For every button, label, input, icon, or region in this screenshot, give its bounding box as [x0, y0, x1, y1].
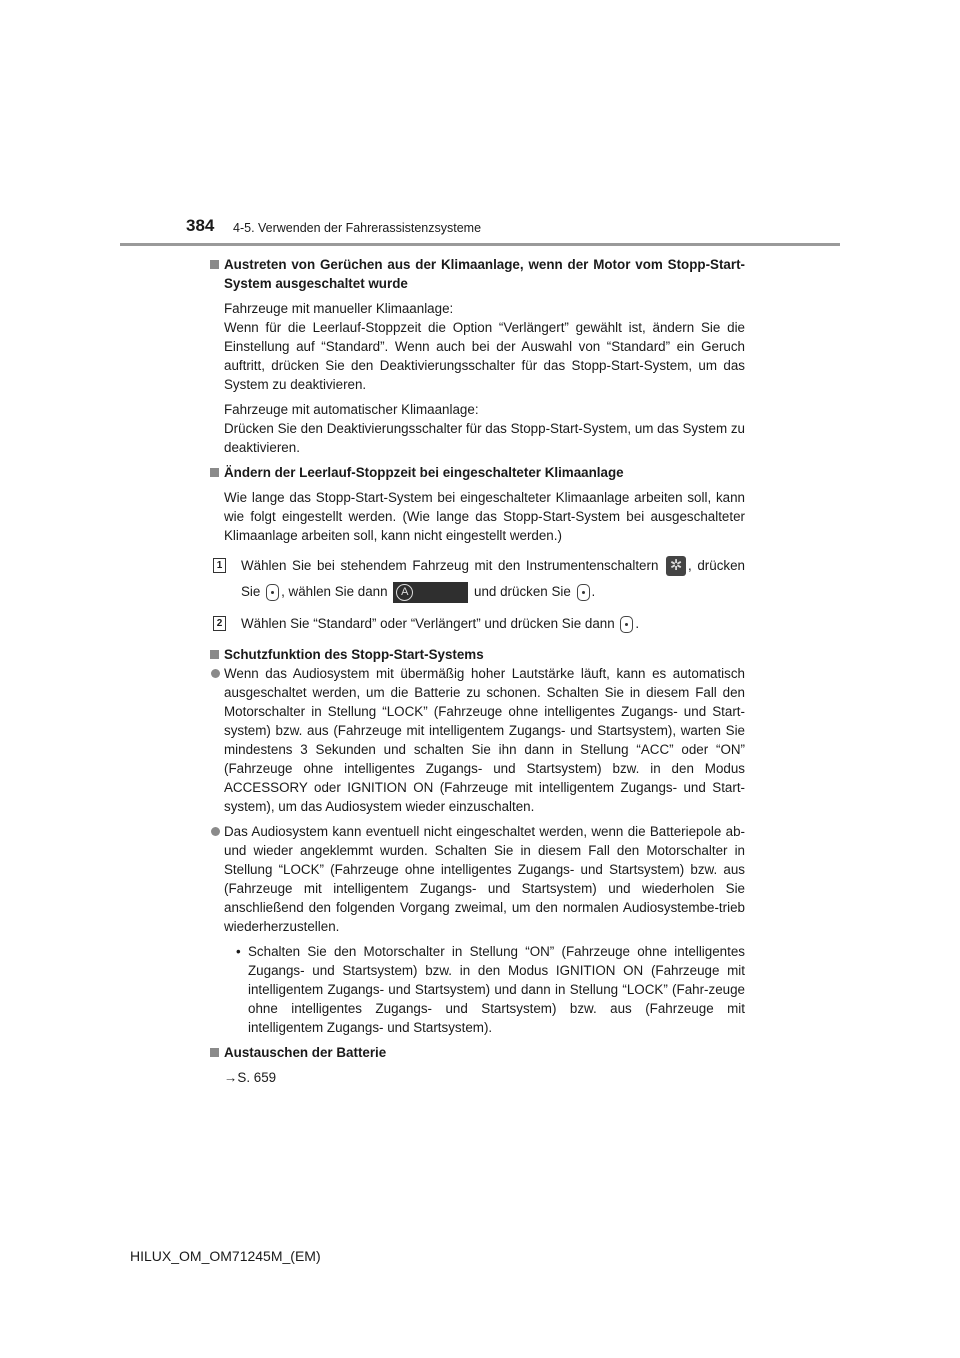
section-heading-battery: Austauschen der Batterie [210, 1043, 745, 1062]
round-bullet-icon [211, 827, 220, 836]
paragraph-stop-time: Wie lange das Stopp-Start-System bei eingeschalteter Klimaanlage arbeiten soll, kann wie folgt eingestellt werden. (Wie lange das Stopp-Start-System bei ausgeschalteter Klimaanlage arbeiten soll, kann nicht eingestellt werden.) [224, 490, 745, 543]
section-heading-protection: Schutzfunktion des Stopp-Start-Systems [210, 645, 745, 664]
step-number: 1 [213, 558, 226, 573]
page-reference-link[interactable]: →S. 659 [224, 1070, 277, 1085]
square-bullet-icon [210, 1048, 219, 1057]
step-1: 1 Wählen Sie bei stehendem Fahrzeug mit den Instrumentenschaltern ✲ , drücken Sie , wählen Sie dann A und drücken Sie . [210, 553, 745, 605]
square-bullet-icon [210, 468, 219, 477]
page-header [0, 0, 960, 250]
page-number: 384 [186, 216, 215, 235]
page-content [210, 255, 745, 1087]
list-item: Das Audiosystem kann eventuell nicht eingeschaltet werden, wenn die Batteriepole ab- und wieder angeklemmt wurden. Schalten Sie in diesem Fall den Motorschalter in Stellung “LOCK” (Fahrzeuge ohne intelligentes Zugangs- und Startsystem) bzw. aus (Fahrzeuge mit intelligentem Zugangs- und Startsystem) und wiederholen Sie anschließend den folgenden Vorgang zweimal, um den normalen Audiosystembe-trieb wiederherzustellen. [210, 822, 745, 936]
round-bullet-icon [211, 669, 220, 678]
header-divider [120, 243, 840, 246]
ok-button-icon [620, 616, 633, 633]
ok-button-icon [577, 584, 590, 601]
settings-gear-icon [666, 556, 686, 576]
square-bullet-icon [210, 260, 219, 269]
paragraph-manual-ac-label: Fahrzeuge mit manueller Klimaanlage: [224, 301, 454, 316]
document-code: HILUX_OM_OM71245M_(EM) [130, 1248, 321, 1264]
sub-list-item: • Schalten Sie den Motorschalter in Stellung “ON” (Fahrzeuge ohne intelligentes Zugangs- und Startsystem) bzw. in den Modus IGNITION ON (Fahrzeuge mit intelligentem Zugangs- und Startsystem) und dann in Stellung “LOCK” (Fahr-zeuge ohne intelligentes Zugangs- und Startsystem) bzw. aus (Fahrzeuge mit intelligentem Zugangs- und Startsystem). [236, 944, 745, 1035]
square-bullet-icon [210, 650, 219, 659]
list-item: Wenn das Audiosystem mit übermäßig hoher Lautstärke läuft, kann es automatisch ausgeschaltet werden, um die Batterie zu schonen. Schalten Sie in diesem Fall den Motorschalter in Stellung “LOCK” (Fahrzeuge ohne intelligentes Zugangs- und Start-system) bzw. aus (Fahrzeuge mit intelligentem Zugangs- und Startsystem), warten Sie mindestens 3 Sekunden und schalten Sie ihn dann in Stellung “ACC” oder “ON” (Fahrzeuge ohne intelligentes Zugangs- und Startsystem) bzw. in den Modus ACCESSORY oder IGNITION ON (Fahrzeuge mit intelligentem Zugangs- und Start-system), um das Audiosystem wieder einzuschalten. [210, 664, 745, 816]
chapter-title: 4-5. Verwenden der Fahrerassistenzsysteme [233, 221, 482, 235]
paragraph-auto-ac-label: Fahrzeuge mit automatischer Klimaanlage: [224, 402, 479, 417]
ok-button-icon [266, 584, 279, 601]
section-heading-stop-time: Ändern der Leerlauf-Stoppzeit bei eingeschalteter Klimaanlage [210, 463, 745, 482]
section-heading-odor: Austreten von Gerüchen aus der Klimaanlage, wenn der Motor vom Stopp-Start-System ausgeschaltet wurde [210, 255, 745, 293]
paragraph-manual-ac: Wenn für die Leerlauf-Stoppzeit die Option “Verlängert” gewählt ist, ändern Sie die Einstellung auf “Standard”. Wenn auch bei der Auswahl von “Standard” ein Geruch auftritt, drücken Sie den Deaktivierungsschalter für das Stopp-Start-System, um das System zu deaktivieren. [224, 320, 745, 392]
step-number: 2 [213, 616, 226, 631]
stop-start-menu-icon: A [393, 582, 468, 603]
sub-bullet-icon: • [236, 944, 241, 959]
paragraph-auto-ac: Drücken Sie den Deaktivierungsschalter für das Stopp-Start-System, um das System zu deaktivieren. [224, 421, 745, 455]
step-2: 2 Wählen Sie “Standard” oder “Verlängert” und drücken Sie dann . [210, 611, 745, 637]
